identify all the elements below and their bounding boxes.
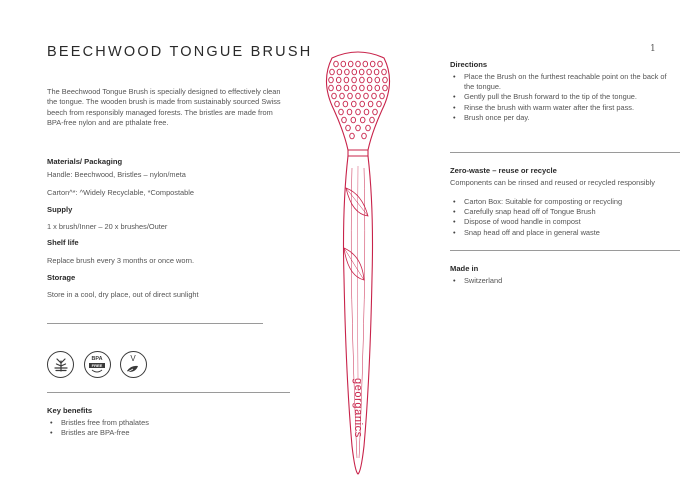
bristle-dot	[346, 125, 351, 131]
list-item: • Carton Box: Suitable for composting or recycling	[450, 197, 680, 207]
bristle-dot	[383, 85, 388, 91]
bristle-dot	[367, 77, 372, 83]
key-benefits-list	[47, 418, 247, 438]
bristle-dot	[370, 117, 375, 123]
bristle-dot	[360, 101, 365, 107]
bristle-dot	[372, 93, 377, 99]
bristle-dot	[356, 109, 361, 115]
directions-list	[450, 72, 668, 123]
page-title: BEECHWOOD TONGUE BRUSH	[47, 44, 313, 60]
key-benefits-heading: Key benefits	[47, 406, 93, 415]
page-number: 1	[650, 44, 656, 54]
bristle-dot	[373, 109, 378, 115]
bristle-dot	[364, 109, 369, 115]
bpa-label: BPA	[91, 356, 103, 362]
made-in-heading: Made in	[450, 264, 479, 273]
materials-carton: Carton^*: ^Widely Recyclable, *Compostable	[47, 188, 195, 197]
bpa-free-label: FREE	[89, 363, 105, 368]
bristle-dot	[343, 101, 348, 107]
bristle-dot	[356, 125, 361, 131]
bottle-icon	[85, 368, 109, 376]
bristle-dot	[352, 77, 357, 83]
bristle-dot	[348, 93, 353, 99]
list-item: • Bristles are BPA-free	[47, 428, 247, 438]
bristle-dot	[342, 117, 347, 123]
list-item: • Switzerland	[450, 276, 650, 286]
list-item: • Carefully snap head off of Tongue Brush	[450, 207, 680, 217]
bristle-dot	[336, 77, 341, 83]
bristle-dot	[356, 93, 361, 99]
bristles	[329, 61, 388, 139]
bristle-dot	[336, 85, 341, 91]
left-divider-2	[47, 392, 290, 393]
left-divider-1	[47, 323, 263, 324]
bristle-dot	[351, 117, 356, 123]
bristle-dot	[367, 69, 372, 75]
sprout-icon	[49, 353, 73, 377]
bristle-dot	[377, 101, 382, 107]
badge-vegan	[120, 351, 147, 378]
supply-text: 1 x brush/Inner – 20 x brushes/Outer	[47, 222, 168, 231]
bristle-dot	[332, 93, 337, 99]
made-in-list	[450, 276, 650, 286]
bristle-dot	[334, 61, 339, 67]
bristle-dot	[352, 101, 357, 107]
bristle-dot	[380, 93, 385, 99]
bristle-dot	[359, 69, 364, 75]
bristle-dot	[362, 133, 367, 139]
brand-name: georganics	[352, 378, 364, 438]
tongue-brush-illustration	[318, 48, 398, 478]
bristle-dot	[370, 61, 375, 67]
materials-heading: Materials/ Packaging	[47, 157, 123, 166]
bristle-dot	[348, 61, 353, 67]
bristle-dot	[344, 85, 349, 91]
shelf-life-text: Replace brush every 3 months or once worn.	[47, 256, 195, 265]
badge-bpa-free	[84, 351, 111, 378]
materials-handle: Handle: Beechwood, Bristles – nylon/meta	[47, 170, 186, 179]
bristle-dot	[337, 69, 342, 75]
bristle-dot	[330, 69, 335, 75]
badge-phthalate-free	[47, 351, 74, 378]
vegan-v-label: V	[130, 354, 136, 363]
bristle-dot	[360, 117, 365, 123]
bristle-dot	[374, 69, 379, 75]
bristle-dot	[350, 133, 355, 139]
bristle-dot	[382, 69, 387, 75]
bristle-dot	[347, 109, 352, 115]
bristle-dot	[345, 69, 350, 75]
bristle-dot	[366, 125, 371, 131]
bristle-dot	[356, 61, 361, 67]
storage-heading: Storage	[47, 273, 76, 282]
bristle-dot	[375, 77, 380, 83]
bristle-dot	[341, 61, 346, 67]
list-item: • Dispose of wood handle in compost	[450, 217, 680, 227]
directions-heading: Directions	[450, 60, 488, 69]
bristle-dot	[344, 77, 349, 83]
bristle-dot	[363, 61, 368, 67]
list-item: • Brush once per day.	[450, 113, 668, 123]
bristle-dot	[352, 85, 357, 91]
bristle-dot	[360, 85, 365, 91]
right-divider-2	[450, 250, 680, 251]
list-item: • Gently pull the Brush forward to the tip of the tongue.	[450, 92, 668, 102]
supply-heading: Supply	[47, 205, 73, 214]
list-item: • Rinse the brush with warm water after the first pass.	[450, 103, 668, 113]
bristle-dot	[360, 77, 365, 83]
storage-text: Store in a cool, dry place, out of direct sunlight	[47, 290, 199, 299]
bristle-dot	[339, 109, 344, 115]
bristle-dot	[364, 93, 369, 99]
list-item: • Snap head off and place in general waste	[450, 228, 680, 238]
bristle-dot	[378, 61, 383, 67]
list-item: • Bristles free from pthalates	[47, 418, 247, 428]
intro-paragraph: The Beechwood Tongue Brush is specially designed to effectively clean the tongue. The wooden brush is made from sustainably sourced Swiss beech from responsibly managed forests. The bristles are made from BPA-free nylon and are pthalate free.	[47, 87, 281, 127]
bristle-dot	[368, 101, 373, 107]
zero-waste-list	[450, 197, 680, 238]
bristle-dot	[383, 77, 388, 83]
shelf-life-heading: Shelf life	[47, 238, 79, 247]
bristle-dot	[352, 69, 357, 75]
bristle-dot	[367, 85, 372, 91]
zero-waste-heading: Zero-waste – reuse or recycle	[450, 166, 557, 175]
right-divider-1	[450, 152, 680, 153]
zero-waste-subtext: Components can be rinsed and reused or recycled responsibly	[450, 178, 655, 187]
bristle-dot	[329, 77, 334, 83]
leaf-icon	[121, 363, 145, 375]
list-item: • Place the Brush on the furthest reachable point on the back of the tongue.	[450, 72, 668, 92]
bristle-dot	[335, 101, 340, 107]
bristle-dot	[329, 85, 334, 91]
bristle-dot	[375, 85, 380, 91]
bristle-dot	[340, 93, 345, 99]
